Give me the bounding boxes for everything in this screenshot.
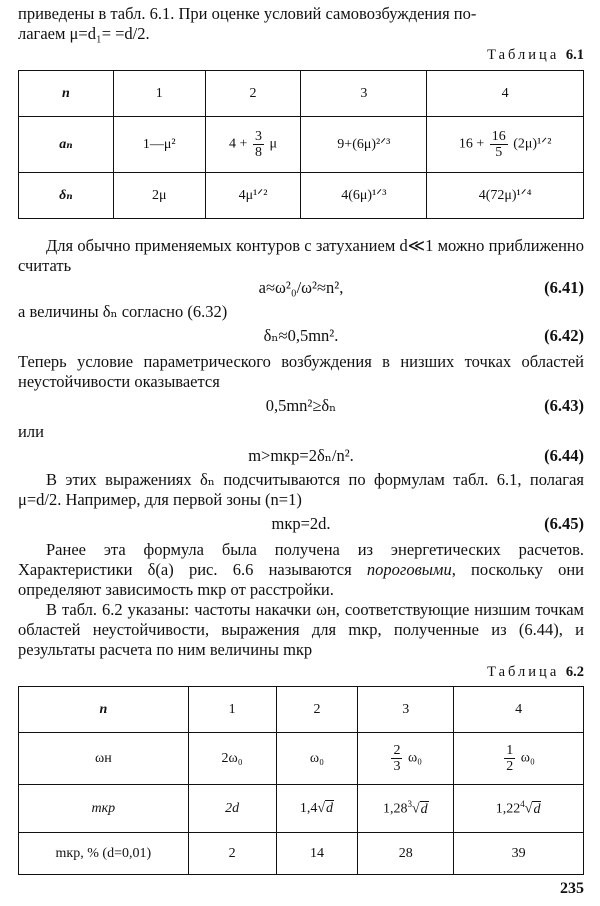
table1-d1: 2μ [113,173,205,219]
intro-line-2: лагаем μ=d₁= =d/2. [18,24,150,43]
table2-row-omega [19,733,584,785]
table2-w4: $\frac{1}{2}$ ω₀ [454,733,584,785]
table1-header-4: 4 [427,71,584,117]
paragraph-5: Ранее эта формула была получена из энергетических расчетов. Характеристики δ(a) рис. 6.6 называются пороговыми, поскольку они определяют зависимость mкр от расстройки. [18,540,585,599]
table2-row-percent-label: mкр, % (d=0,01) [19,833,189,875]
table1-header-row [19,71,584,117]
table1-d2: 4μ¹ᐟ² [205,173,301,219]
table1-header-3: 3 [301,71,427,117]
paragraph-1: Для обычно применяемых контуров с затуханием d≪1 можно приближенно считать [18,236,584,275]
equation-6-42: δₙ≈0,5mn². (6.42) [263,326,584,345]
table2-w2: ω₀ [276,733,358,785]
table2-header-2: 2 [276,687,358,733]
table1-header-1: 1 [113,71,205,117]
paragraph-4: В этих выражениях δₙ подсчитываются по формулам табл. 6.1, полагая μ=d/2. Например, для первой зоны (n=1) [18,470,584,509]
table1-row-a-label: aₙ [19,117,114,173]
table2-p2: 14 [276,833,358,875]
table2-m1: 2d [188,785,276,833]
table1-header-n: n [19,71,114,117]
table2-p4: 39 [454,833,584,875]
table2-header-3: 3 [358,687,454,733]
table1-caption: Таблица 6.1 [487,47,584,63]
table2-p3: 28 [358,833,454,875]
table2-row-omega-label: ωн [19,733,189,785]
table2-header-n: n [19,687,189,733]
table1-a2: 4 + $\frac{3}{8}$ μ [205,117,301,173]
equation-6-43: 0,5mn²≥δₙ (6.43) [265,396,584,415]
table2-m4: 1,22$^4$√d [454,785,584,833]
table1-a1: 1—μ² [113,117,205,173]
table1-d3: 4(6μ)¹ᐟ³ [301,173,427,219]
table1-a4: 16 + $\frac{16}{5}$ (2μ)¹ᐟ² [427,117,584,173]
table-6-1 [18,70,584,219]
table1-row-delta [19,173,584,219]
table-6-2 [18,686,584,875]
equation-6-45: mкр=2d. (6.45) [271,514,584,533]
table2-p1: 2 [188,833,276,875]
table2-caption: Таблица 6.2 [487,664,584,680]
paragraph-3: Теперь условие параметрического возбуждения в низших точках областей неустойчивости оказывается [18,352,584,391]
emphasis-porogovymi: пороговыми [366,560,452,579]
table2-w1: 2ω₀ [188,733,276,785]
paragraph-2: а величины δₙ согласно (6.32) [18,302,228,321]
table2-row-mkr-label: mкр [19,785,189,833]
table1-row-a [19,117,584,173]
page-number: 235 [560,880,584,897]
table2-header-row [19,687,584,733]
table2-m3: 1,28$^3$√d [358,785,454,833]
intro-paragraph [18,4,584,44]
table2-header-1: 1 [188,687,276,733]
table2-row-percent [19,833,584,875]
table1-a3: 9+(6μ)²ᐟ³ [301,117,427,173]
or-word: или [18,422,44,441]
table2-w3: $\frac{2}{3}$ ω₀ [358,733,454,785]
paragraph-6: В табл. 6.2 указаны: частоты накачки ωн, соответствующие низшим точкам областей неустойчивости, выражения для mкр, полученные из (6.44), и результаты расчета по ним величины mкр [18,600,584,659]
table1-row-delta-label: δₙ [19,173,114,219]
table1-d4: 4(72μ)¹ᐟ⁴ [427,173,584,219]
equation-6-41: a≈ω²₀/ω²≈n², (6.41) [258,278,584,297]
table2-header-4: 4 [454,687,584,733]
equation-6-44: m>mкр=2δₙ/n². (6.44) [248,446,584,465]
table2-m2: 1,4√d [276,785,358,833]
intro-line-1: приведены в табл. 6.1. При оценке условий самовозбуждения по- [18,4,477,23]
table2-row-mkr [19,785,584,833]
table1-header-2: 2 [205,71,301,117]
